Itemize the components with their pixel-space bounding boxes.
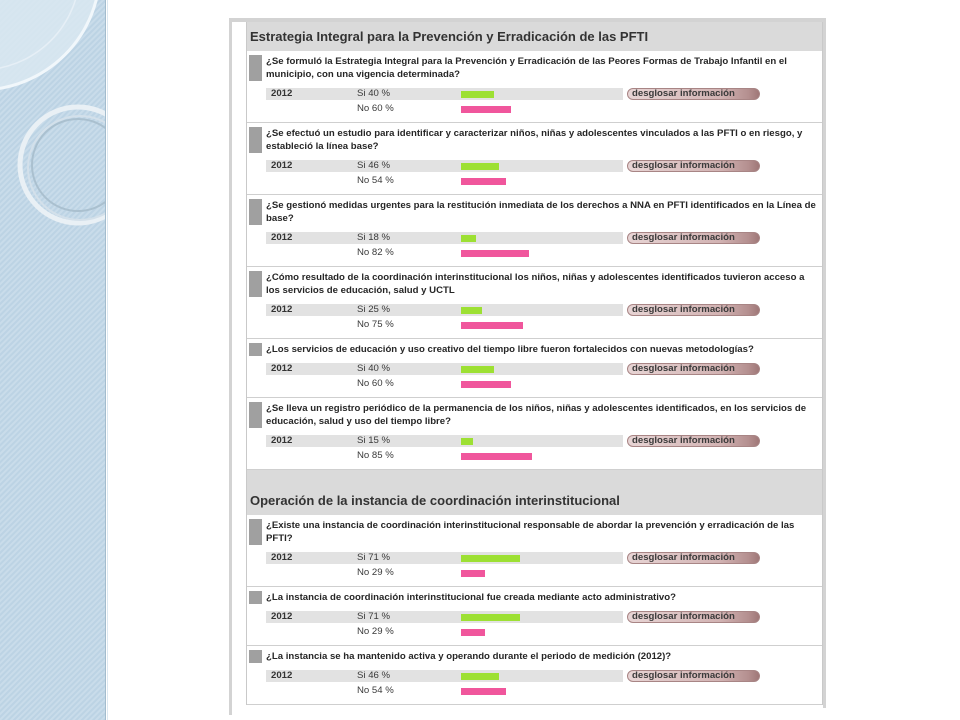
no-label: No 82 % xyxy=(357,247,394,258)
question-text-line: ¿Se lleva un registro periódico de la permanencia de los niños, niñas y adolescentes identificados, en los servicios de xyxy=(266,403,807,414)
no-bar xyxy=(461,688,506,695)
question-text xyxy=(266,127,822,153)
year-label: 2012 xyxy=(271,304,293,315)
answer-row-si xyxy=(266,304,735,316)
question-block xyxy=(247,515,822,587)
question-text-line: base? xyxy=(266,213,294,224)
no-bar xyxy=(461,178,506,185)
si-bar xyxy=(461,673,499,680)
question-text xyxy=(266,519,822,545)
no-bar xyxy=(461,381,511,388)
desglosar-button[interactable]: desglosar información xyxy=(627,670,760,682)
no-label: No 60 % xyxy=(357,378,394,389)
si-label: Si 46 % xyxy=(357,160,391,171)
question-marker xyxy=(249,343,262,356)
si-bar xyxy=(461,614,520,621)
desglosar-button[interactable]: desglosar información xyxy=(627,363,760,375)
no-bar xyxy=(461,106,511,113)
year-label: 2012 xyxy=(271,611,293,622)
si-label: Si 71 % xyxy=(357,552,391,563)
answer-row-no xyxy=(266,247,623,259)
si-bar xyxy=(461,91,494,98)
question-text-line: estableció la línea base? xyxy=(266,141,379,152)
question-text xyxy=(266,343,822,356)
question-block xyxy=(247,587,822,646)
si-bar xyxy=(461,163,499,170)
question-text-line: ¿Existe una instancia de coordinación interinstitucional responsable de abordar la prevención y erradicación de las xyxy=(266,520,795,531)
answer-row-si xyxy=(266,88,735,100)
decorative-side-strip xyxy=(0,0,108,720)
year-label: 2012 xyxy=(271,552,293,563)
strip-edge xyxy=(105,0,106,720)
question-marker xyxy=(249,650,262,663)
no-label: No 60 % xyxy=(357,103,394,114)
year-label: 2012 xyxy=(271,435,293,446)
question-block xyxy=(247,195,822,267)
answer-row-si xyxy=(266,552,735,564)
question-text-line: ¿Se gestionó medidas urgentes para la restitución inmediata de los derechos a NNA en PFTI identificados en la Línea de xyxy=(266,200,816,211)
answer-row-no xyxy=(266,626,623,638)
answer-row-no xyxy=(266,450,623,462)
answer-row-si xyxy=(266,670,735,682)
question-marker xyxy=(249,402,262,428)
si-label: Si 40 % xyxy=(357,363,391,374)
desglosar-button[interactable]: desglosar información xyxy=(627,552,760,564)
question-text-line: ¿Se efectuó un estudio para identificar y caracterizar niños, niñas y adolescentes vinculados a las PFTI o en riesgo, y xyxy=(266,128,803,139)
strip-edge-light xyxy=(107,0,108,720)
question-text xyxy=(266,650,822,663)
question-text-line: los servicios de educación, salud y UCTL xyxy=(266,285,455,296)
question-text-line: educación, salud y uso del tiempo libre? xyxy=(266,416,451,427)
desglosar-button[interactable]: desglosar información xyxy=(627,160,760,172)
si-label: Si 18 % xyxy=(357,232,391,243)
year-label: 2012 xyxy=(271,670,293,681)
no-bar xyxy=(461,250,529,257)
answer-row-no xyxy=(266,319,623,331)
question-text-line: ¿Los servicios de educación y uso creativo del tiempo libre fueron fortalecidos con nuevas metodologías? xyxy=(266,344,754,355)
question-text-line: municipio, con una vigencia determinada? xyxy=(266,69,461,80)
panel-frame-left xyxy=(229,18,232,715)
question-text xyxy=(266,271,822,297)
question-text xyxy=(266,55,822,81)
section-header: Operación de la instancia de coordinación interinstitucional xyxy=(247,486,822,515)
no-label: No 75 % xyxy=(357,319,394,330)
year-label: 2012 xyxy=(271,160,293,171)
survey-results-panel xyxy=(246,22,823,705)
no-bar xyxy=(461,453,532,460)
answer-row-si xyxy=(266,363,735,375)
answer-row-no xyxy=(266,685,623,697)
answer-row-si xyxy=(266,160,735,172)
si-bar xyxy=(461,235,476,242)
si-bar xyxy=(461,307,482,314)
section-header: Estrategia Integral para la Prevención y Erradicación de las PFTI xyxy=(247,22,822,51)
desglosar-button[interactable]: desglosar información xyxy=(627,611,760,623)
answer-row-no xyxy=(266,378,623,390)
si-label: Si 71 % xyxy=(357,611,391,622)
section-spacer xyxy=(247,470,822,486)
question-block xyxy=(247,51,822,123)
question-marker xyxy=(249,127,262,153)
desglosar-button[interactable]: desglosar información xyxy=(627,88,760,100)
question-text xyxy=(266,402,822,428)
answer-row-no xyxy=(266,103,623,115)
question-text xyxy=(266,591,822,604)
no-bar xyxy=(461,570,485,577)
answer-row-si xyxy=(266,232,735,244)
answer-row-si xyxy=(266,611,735,623)
question-text-line: ¿Se formuló la Estrategia Integral para la Prevención y Erradicación de las Peores Formas de Trabajo Infantil en el xyxy=(266,56,787,67)
no-label: No 85 % xyxy=(357,450,394,461)
no-label: No 54 % xyxy=(357,685,394,696)
no-bar xyxy=(461,629,485,636)
no-bar xyxy=(461,322,523,329)
si-bar xyxy=(461,438,473,445)
question-marker xyxy=(249,55,262,81)
question-text-line: PFTI? xyxy=(266,533,293,544)
question-marker xyxy=(249,519,262,545)
answer-row-no xyxy=(266,175,623,187)
no-label: No 54 % xyxy=(357,175,394,186)
si-bar xyxy=(461,366,494,373)
year-label: 2012 xyxy=(271,88,293,99)
desglosar-button[interactable]: desglosar información xyxy=(627,435,760,447)
question-block xyxy=(247,398,822,470)
question-marker xyxy=(249,271,262,297)
question-text-line: ¿Cómo resultado de la coordinación interinstitucional los niños, niñas y adolescentes identificados tuvieron acceso a xyxy=(266,272,805,283)
answer-row-si xyxy=(266,435,735,447)
question-text xyxy=(266,199,822,225)
si-label: Si 46 % xyxy=(357,670,391,681)
question-block xyxy=(247,267,822,339)
question-text-line: ¿La instancia de coordinación interinstitucional fue creada mediante acto administrativo? xyxy=(266,592,676,603)
question-marker xyxy=(249,199,262,225)
question-text-line: ¿La instancia se ha mantenido activa y operando durante el periodo de medición (2012)? xyxy=(266,651,672,662)
si-label: Si 40 % xyxy=(357,88,391,99)
question-marker xyxy=(249,591,262,604)
question-block xyxy=(247,339,822,398)
desglosar-button[interactable]: desglosar información xyxy=(627,304,760,316)
answer-row-no xyxy=(266,567,623,579)
question-block xyxy=(247,123,822,195)
panel-frame-right xyxy=(823,18,826,708)
si-bar xyxy=(461,555,520,562)
si-label: Si 15 % xyxy=(357,435,391,446)
si-label: Si 25 % xyxy=(357,304,391,315)
no-label: No 29 % xyxy=(357,626,394,637)
year-label: 2012 xyxy=(271,363,293,374)
no-label: No 29 % xyxy=(357,567,394,578)
question-block xyxy=(247,646,822,705)
year-label: 2012 xyxy=(271,232,293,243)
desglosar-button[interactable]: desglosar información xyxy=(627,232,760,244)
